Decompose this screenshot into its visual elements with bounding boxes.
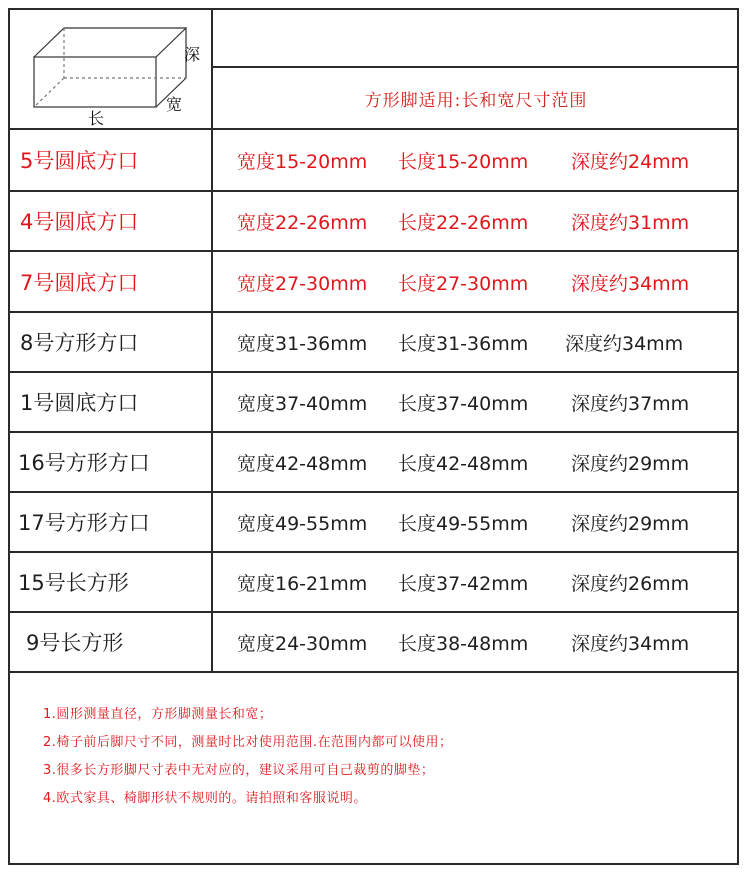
length-range: 长度38-48mm <box>398 633 529 655</box>
table-row <box>8 551 739 611</box>
row-divider <box>8 250 739 252</box>
depth-value: 深度约24mm <box>571 151 690 173</box>
table-row <box>8 431 739 491</box>
box-dimension-diagram <box>24 12 209 128</box>
size-name: 8号方形方口 <box>20 331 139 355</box>
size-name: 4号圆底方口 <box>20 210 139 234</box>
header-title: 方形脚适用:长和宽尺寸范围 <box>364 90 588 111</box>
row-divider <box>8 128 739 130</box>
length-range: 长度49-55mm <box>398 513 529 535</box>
row-divider <box>8 371 739 373</box>
row-divider <box>8 311 739 313</box>
table-row <box>8 250 739 311</box>
width-range: 宽度49-55mm <box>237 513 368 535</box>
length-range: 长度31-36mm <box>398 333 529 355</box>
size-name: 15号长方形 <box>18 571 129 595</box>
size-name: 9号长方形 <box>26 631 124 655</box>
depth-value: 深度约34mm <box>571 633 690 655</box>
length-range: 长度37-40mm <box>398 393 529 415</box>
table-row <box>8 128 739 190</box>
width-range: 宽度27-30mm <box>237 273 368 295</box>
table-row <box>8 311 739 371</box>
row-divider <box>8 551 739 553</box>
table-row <box>8 611 739 671</box>
depth-value: 深度约29mm <box>571 453 690 475</box>
table-row <box>8 371 739 431</box>
size-name: 7号圆底方口 <box>20 271 139 295</box>
size-name: 16号方形方口 <box>18 451 150 475</box>
row-divider <box>8 431 739 433</box>
length-range: 长度42-48mm <box>398 453 529 475</box>
depth-value: 深度约29mm <box>571 513 690 535</box>
depth-value: 深度约31mm <box>571 212 690 234</box>
table-row <box>8 190 739 250</box>
width-range: 宽度15-20mm <box>237 151 368 173</box>
length-range: 长度27-30mm <box>398 273 529 295</box>
depth-value: 深度约26mm <box>571 573 690 595</box>
depth-value: 深度约34mm <box>571 273 690 295</box>
length-range: 长度22-26mm <box>398 212 529 234</box>
size-name: 17号方形方口 <box>18 511 150 535</box>
width-range: 宽度16-21mm <box>237 573 368 595</box>
table-row <box>8 491 739 551</box>
depth-value: 深度约37mm <box>571 393 690 415</box>
width-range: 宽度22-26mm <box>237 212 368 234</box>
note-4: 4.欧式家具、椅脚形状不规则的。请拍照和客服说明。 <box>43 791 367 806</box>
row-divider <box>8 671 739 673</box>
width-range: 宽度37-40mm <box>237 393 368 415</box>
depth-value: 深度约34mm <box>565 333 684 355</box>
width-range: 宽度31-36mm <box>237 333 368 355</box>
notes-section <box>43 705 453 817</box>
note-2: 2.椅子前后脚尺寸不同，测量时比对使用范围.在范围内都可以使用； <box>43 735 453 750</box>
row-divider <box>8 190 739 192</box>
width-label: 宽 <box>166 95 183 114</box>
row-divider <box>8 491 739 493</box>
width-range: 宽度42-48mm <box>237 453 368 475</box>
depth-label: 深 <box>184 45 201 64</box>
size-name: 1号圆底方口 <box>20 391 139 415</box>
size-name: 5号圆底方口 <box>20 149 139 173</box>
note-1: 1.圆形测量直径，方形脚测量长和宽； <box>43 707 273 722</box>
note-3: 3.很多长方形脚尺寸表中无对应的，建议采用可自己裁剪的脚垫； <box>43 763 435 778</box>
length-range: 长度37-42mm <box>398 573 529 595</box>
width-range: 宽度24-30mm <box>237 633 368 655</box>
row-divider <box>8 611 739 613</box>
length-range: 长度15-20mm <box>398 151 529 173</box>
length-label: 长 <box>88 109 105 128</box>
